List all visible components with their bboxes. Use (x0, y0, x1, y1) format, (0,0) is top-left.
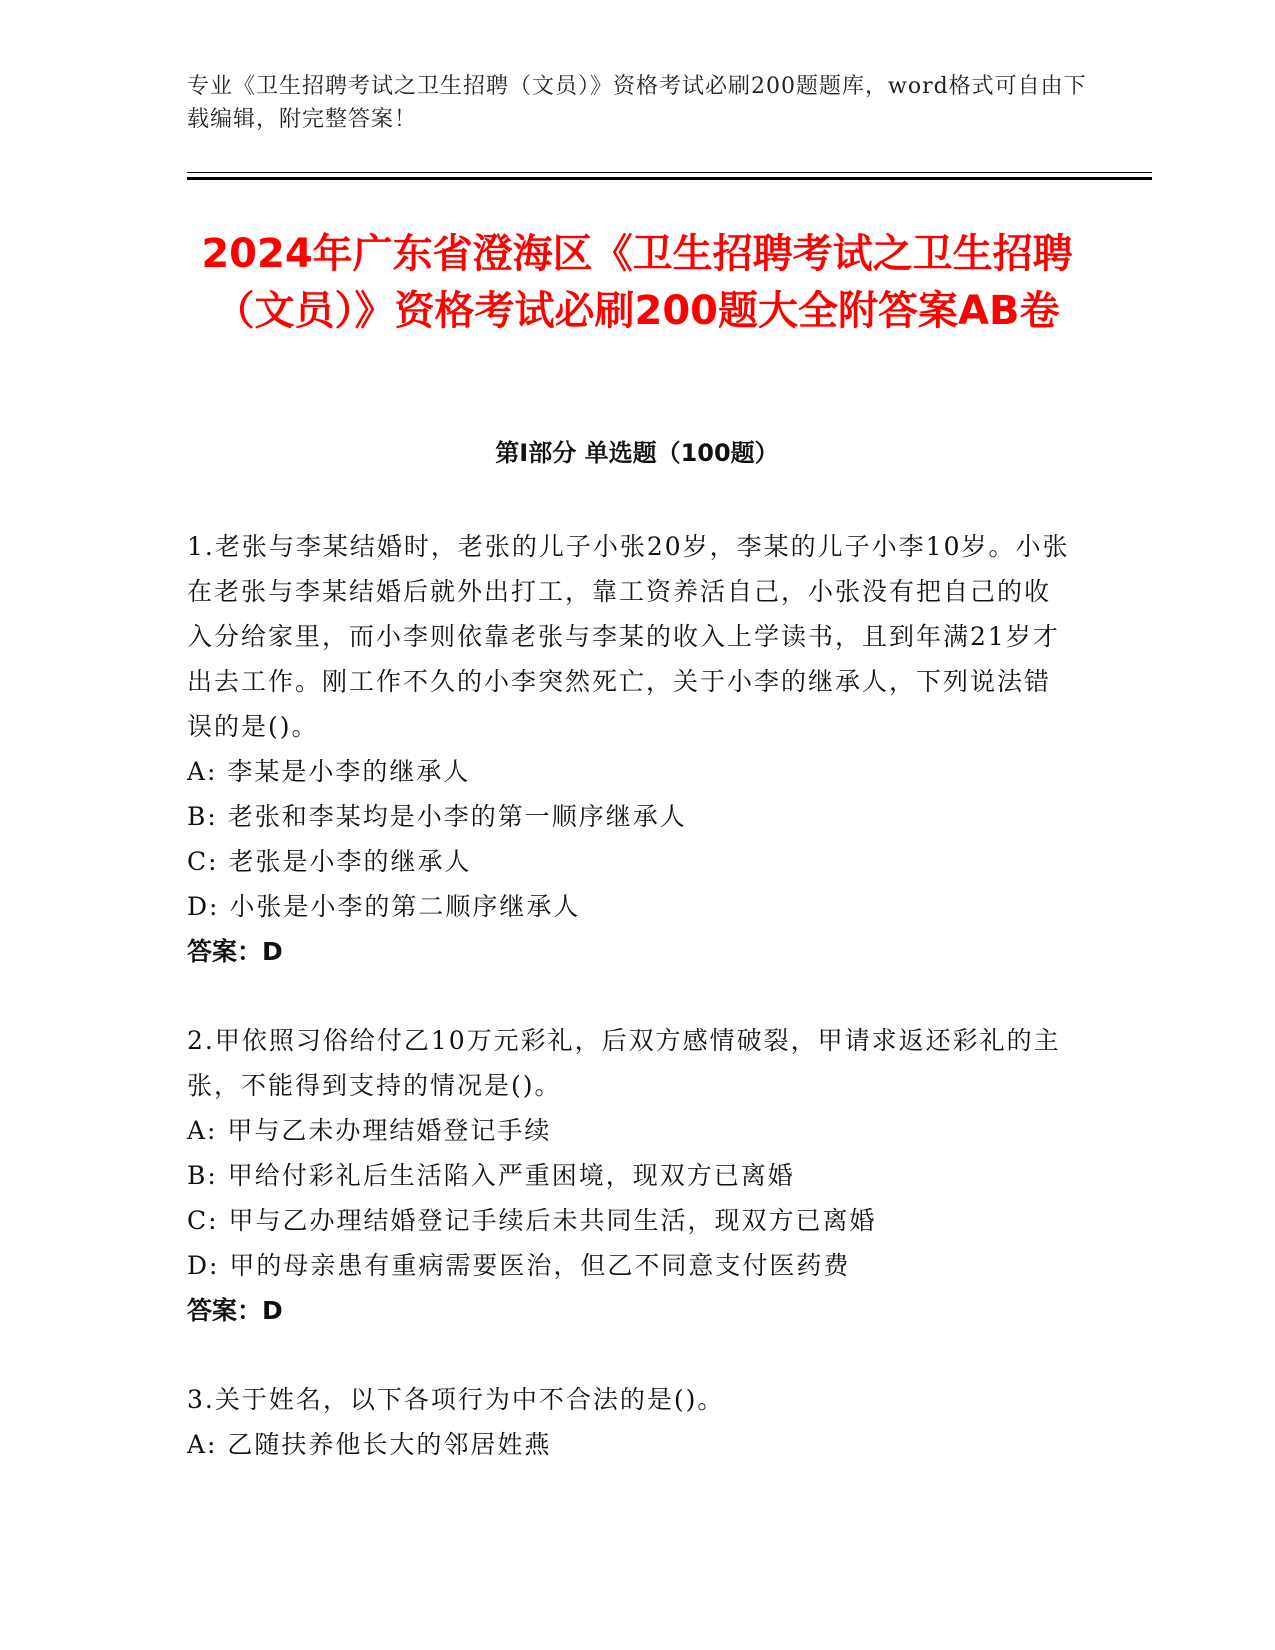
question-text: 2.甲依照习俗给付乙10万元彩礼，后双方感情破裂，甲请求返还彩礼的主张，不能得到支持的情况是()。 (187, 1026, 1061, 1100)
option-d: D: 小张是小李的第二顺序继承人 (187, 892, 581, 921)
option-a: A: 甲与乙未办理结婚登记手续 (187, 1116, 552, 1145)
section-title: 第I部分 单选题（100题） (495, 439, 779, 467)
question-2 (187, 1018, 1077, 1333)
question-text: 3.关于姓名，以下各项行为中不合法的是()。 (187, 1385, 725, 1414)
option-a: A: 乙随扶养他长大的邻居姓燕 (187, 1430, 552, 1459)
option-b: B: 老张和李某均是小李的第一顺序继承人 (187, 802, 687, 831)
header-divider-thin (187, 172, 1152, 173)
question-list (187, 524, 1077, 1511)
question-3 (187, 1377, 1077, 1467)
option-c: C: 甲与乙办理结婚登记手续后未共同生活，现双方已离婚 (187, 1206, 877, 1235)
option-b: B: 甲给付彩礼后生活陷入严重困境，现双方已离婚 (187, 1161, 795, 1190)
question-text: 1.老张与李某结婚时，老张的儿子小张20岁，李某的儿子小李10岁。小张在老张与李某结婚后就外出打工，靠工资养活自己，小张没有把自己的收入分给家里，而小李则依靠老张与李某的收入上学读书，且到年满21岁才出去工作。刚工作不久的小李突然死亡，关于小李的继承人，下列说法错误的是()。 (187, 532, 1070, 741)
header-divider-thick (187, 177, 1152, 180)
option-a: A: 李某是小李的继承人 (187, 757, 471, 786)
option-d: D: 甲的母亲患有重病需要医治，但乙不同意支付医药费 (187, 1251, 851, 1280)
header-note: 专业《卫生招聘考试之卫生招聘（文员）》资格考试必刷200题题库，word格式可自由下载编辑，附完整答案！ (187, 74, 1087, 132)
document-title: 2024年广东省澄海区《卫生招聘考试之卫生招聘（文员）》资格考试必刷200题大全附答案AB卷 (201, 231, 1073, 334)
question-1 (187, 524, 1077, 974)
answer: 答案：D (187, 937, 283, 966)
option-c: C: 老张是小李的继承人 (187, 847, 472, 876)
answer: 答案：D (187, 1296, 283, 1325)
